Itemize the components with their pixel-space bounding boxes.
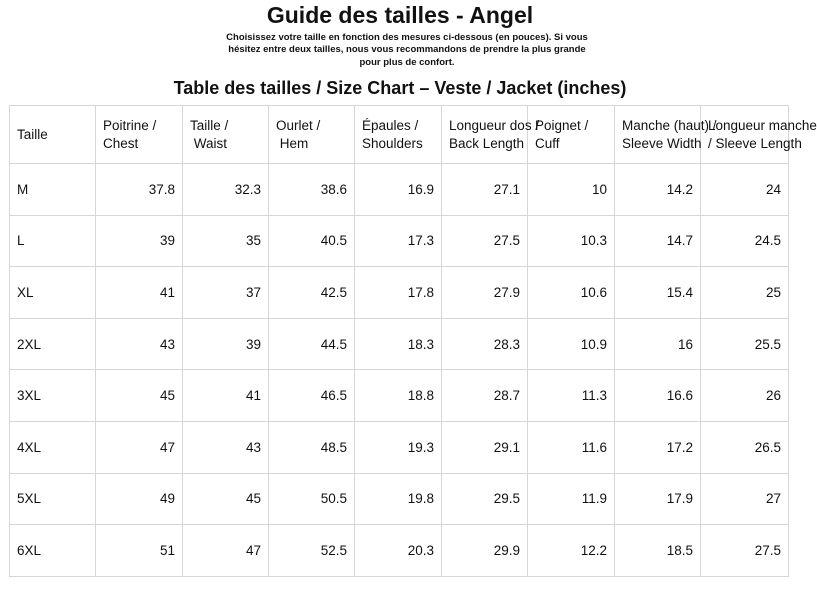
measurement-cell: 43 <box>183 421 269 473</box>
intro-line: pour plus de confort. <box>359 56 455 68</box>
measurement-cell: 24 <box>701 164 789 216</box>
measurement-cell: 32.3 <box>183 164 269 216</box>
column-header <box>183 106 269 164</box>
measurement-cell: 47 <box>96 421 183 473</box>
table-row <box>10 421 789 473</box>
measurement-cell: 20.3 <box>355 525 442 577</box>
measurement-cell: 10.3 <box>528 215 615 267</box>
size-cell: 3XL <box>10 370 96 422</box>
column-header-label: Ourlet / <box>276 117 321 133</box>
measurement-cell: 26 <box>701 370 789 422</box>
measurement-cell: 15.4 <box>615 267 701 319</box>
measurement-cell: 38.6 <box>269 164 355 216</box>
size-cell: M <box>10 164 96 216</box>
measurement-cell: 10 <box>528 164 615 216</box>
measurement-cell: 17.9 <box>615 473 701 525</box>
column-header-label: Longueur manche <box>708 117 817 133</box>
measurement-cell: 49 <box>96 473 183 525</box>
column-header-label: Taille <box>17 126 48 142</box>
table-row <box>10 164 789 216</box>
column-header-label: Poignet / <box>535 117 589 133</box>
measurement-cell: 14.7 <box>615 215 701 267</box>
measurement-cell: 14.2 <box>615 164 701 216</box>
size-cell: 5XL <box>10 473 96 525</box>
page-title: Guide des tailles - Angel <box>266 2 534 28</box>
column-header-label: Manche (haut) / <box>622 117 717 133</box>
measurement-cell: 12.2 <box>528 525 615 577</box>
measurement-cell: 45 <box>96 370 183 422</box>
size-cell: L <box>10 215 96 267</box>
measurement-cell: 42.5 <box>269 267 355 319</box>
column-header-label: Longueur dos / <box>449 117 540 133</box>
measurement-cell: 28.3 <box>442 318 528 370</box>
measurement-cell: 41 <box>96 267 183 319</box>
column-header <box>442 106 540 164</box>
column-header-label: Cuff <box>535 135 560 151</box>
measurement-cell: 52.5 <box>269 525 355 577</box>
table-row <box>10 370 789 422</box>
measurement-cell: 17.3 <box>355 215 442 267</box>
measurement-cell: 39 <box>183 318 269 370</box>
measurement-cell: 18.3 <box>355 318 442 370</box>
measurement-cell: 17.2 <box>615 421 701 473</box>
measurement-cell: 40.5 <box>269 215 355 267</box>
measurement-cell: 27.5 <box>701 525 789 577</box>
measurement-cell: 39 <box>96 215 183 267</box>
intro-line: hésitez entre deux tailles, nous vous recommandons de prendre la plus grande <box>228 44 586 56</box>
column-header-label: Back Length <box>449 135 525 151</box>
measurement-cell: 45 <box>183 473 269 525</box>
measurement-cell: 37.8 <box>96 164 183 216</box>
measurement-cell: 16 <box>615 318 701 370</box>
table-row <box>10 525 789 577</box>
measurement-cell: 19.3 <box>355 421 442 473</box>
size-cell: 4XL <box>10 421 96 473</box>
size-cell: XL <box>10 267 96 319</box>
measurement-cell: 27.9 <box>442 267 528 319</box>
column-header <box>269 106 355 164</box>
table-header <box>10 106 817 164</box>
column-header <box>615 106 717 164</box>
measurement-cell: 17.8 <box>355 267 442 319</box>
size-cell: 2XL <box>10 318 96 370</box>
measurement-cell: 29.5 <box>442 473 528 525</box>
column-header <box>10 106 96 164</box>
measurement-cell: 27.5 <box>442 215 528 267</box>
measurement-cell: 47 <box>183 525 269 577</box>
measurement-cell: 37 <box>183 267 269 319</box>
table-title: Table des tailles / Size Chart – Veste / Jacket (inches) <box>173 78 627 98</box>
table-row <box>10 215 789 267</box>
measurement-cell: 51 <box>96 525 183 577</box>
column-header <box>528 106 615 164</box>
size-cell: 6XL <box>10 525 96 577</box>
column-header <box>96 106 183 164</box>
measurement-cell: 16.9 <box>355 164 442 216</box>
intro-text <box>200 32 614 69</box>
column-header-label: Chest <box>103 135 139 151</box>
measurement-cell: 27 <box>701 473 789 525</box>
measurement-cell: 11.6 <box>528 421 615 473</box>
column-header-label: / Sleeve Length <box>708 135 802 151</box>
measurement-cell: 28.7 <box>442 370 528 422</box>
measurement-cell: 35 <box>183 215 269 267</box>
table-row <box>10 318 789 370</box>
measurement-cell: 26.5 <box>701 421 789 473</box>
measurement-cell: 24.5 <box>701 215 789 267</box>
measurement-cell: 43 <box>96 318 183 370</box>
measurement-cell: 18.5 <box>615 525 701 577</box>
intro-line: Choisissez votre taille en fonction des mesures ci-dessous (en pouces). Si vous <box>226 32 588 43</box>
column-header-label: Waist <box>190 135 227 151</box>
measurement-cell: 25.5 <box>701 318 789 370</box>
column-header-label: Taille / <box>190 117 229 133</box>
column-header-label: Épaules / <box>362 117 419 133</box>
measurement-cell: 19.8 <box>355 473 442 525</box>
measurement-cell: 10.9 <box>528 318 615 370</box>
size-chart-table <box>9 105 817 577</box>
column-header-label: Shoulders <box>362 135 423 151</box>
measurement-cell: 29.1 <box>442 421 528 473</box>
table-row <box>10 267 789 319</box>
column-header-label: Poitrine / <box>103 117 157 133</box>
table-body <box>10 164 789 577</box>
measurement-cell: 41 <box>183 370 269 422</box>
measurement-cell: 16.6 <box>615 370 701 422</box>
measurement-cell: 48.5 <box>269 421 355 473</box>
measurement-cell: 44.5 <box>269 318 355 370</box>
measurement-cell: 27.1 <box>442 164 528 216</box>
column-header-label: Sleeve Width <box>622 135 702 151</box>
measurement-cell: 18.8 <box>355 370 442 422</box>
table-row <box>10 473 789 525</box>
measurement-cell: 10.6 <box>528 267 615 319</box>
column-header-label: Hem <box>276 135 309 151</box>
column-header <box>701 106 817 164</box>
measurement-cell: 11.9 <box>528 473 615 525</box>
column-header <box>355 106 442 164</box>
header-row <box>10 106 789 164</box>
measurement-cell: 50.5 <box>269 473 355 525</box>
measurement-cell: 29.9 <box>442 525 528 577</box>
measurement-cell: 25 <box>701 267 789 319</box>
measurement-cell: 11.3 <box>528 370 615 422</box>
measurement-cell: 46.5 <box>269 370 355 422</box>
